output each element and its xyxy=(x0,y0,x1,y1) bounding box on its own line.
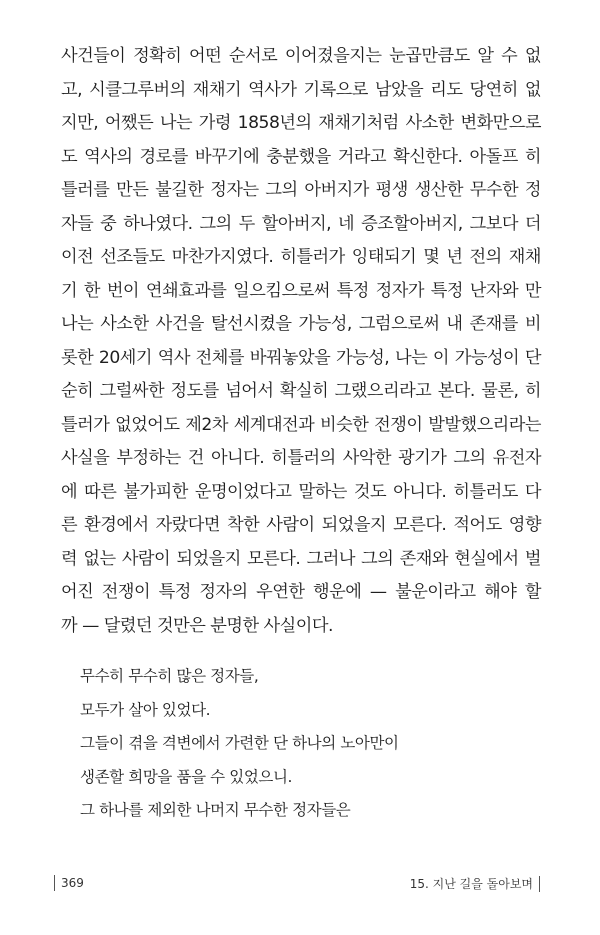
body-line: 에 따른 불가피한 운명이었다고 말하는 것도 아니다. 히틀러도 다 xyxy=(61,481,541,502)
folio-left xyxy=(54,875,84,891)
body-line: 이전 선조들도 마찬가지였다. 히틀러가 잉태되기 몇 년 전의 재채 xyxy=(61,247,541,267)
poem-line: 무수히 무수히 많은 정자들, xyxy=(80,667,259,685)
folio-right xyxy=(410,875,540,892)
poem-line: 모두가 살아 있었다. xyxy=(80,700,211,719)
body-paragraph xyxy=(61,40,541,643)
poem-line: 생존할 희망을 품을 수 있었으니. xyxy=(80,767,293,786)
body-line: 틀러를 만든 불길한 정자는 그의 아버지가 평생 생산한 무수한 정 xyxy=(61,180,541,200)
body-line: 순히 그럴싸한 정도를 넘어서 확실히 그랬으리라고 본다. 물론, 히 xyxy=(61,381,541,401)
folio-divider xyxy=(539,876,540,892)
running-head-chapter: 15. 지난 길을 돌아보며 xyxy=(409,877,533,891)
body-line: 틀러가 없었어도 제2차 세계대전과 비슷한 전쟁이 발발했으리라는 xyxy=(61,414,541,435)
poem-line: 그들이 겪을 격변에서 가련한 단 하나의 노아만이 xyxy=(80,734,399,752)
body-line: 까 — 달렸던 것만은 분명한 사실이다. xyxy=(61,615,333,636)
body-line: 나는 사소한 사건을 탈선시켰을 가능성, 그럼으로써 내 존재를 비 xyxy=(61,314,541,334)
body-line: 롯한 20세기 역사 전체를 바꿔놓았을 가능성, 나는 이 가능성이 단 xyxy=(61,347,541,368)
poem-quote xyxy=(80,660,520,828)
body-line: 사실을 부정하는 건 아니다. 히틀러의 사악한 광기가 그의 유전자 xyxy=(61,448,541,468)
body-line: 기 한 번이 연쇄효과를 일으킴으로써 특정 정자가 특정 난자와 만 xyxy=(61,280,541,301)
body-line: 자들 중 하나였다. 그의 두 할아버지, 네 증조할아버지, 그보다 더 xyxy=(61,213,541,234)
body-line: 사건들이 정확히 어떤 순서로 이어졌을지는 눈곱만큼도 알 수 없 xyxy=(61,46,541,66)
poem-line: 그 하나를 제외한 나머지 무수한 정자들은 xyxy=(80,801,351,819)
page-footer xyxy=(0,875,600,895)
folio-divider xyxy=(54,875,55,891)
body-line: 어진 전쟁이 특정 정자의 우연한 행운에 — 불운이라고 해야 할 xyxy=(61,582,541,602)
body-line: 고, 시클그루버의 재채기 역사가 기록으로 남았을 리도 당연히 없 xyxy=(61,79,541,100)
body-line: 른 환경에서 자랐다면 착한 사람이 되었을지 모른다. 적어도 영향 xyxy=(61,515,541,535)
body-line: 도 역사의 경로를 바꾸기에 충분했을 거라고 확신한다. 아돌프 히 xyxy=(61,146,541,167)
body-line: 지만, 어쨌든 나는 가령 1858년의 재채기처럼 사소한 변화만으로 xyxy=(61,113,541,133)
page-number: 369 xyxy=(61,876,84,890)
body-line: 력 없는 사람이 되었을지 모른다. 그러나 그의 존재와 현실에서 벌 xyxy=(61,548,541,569)
